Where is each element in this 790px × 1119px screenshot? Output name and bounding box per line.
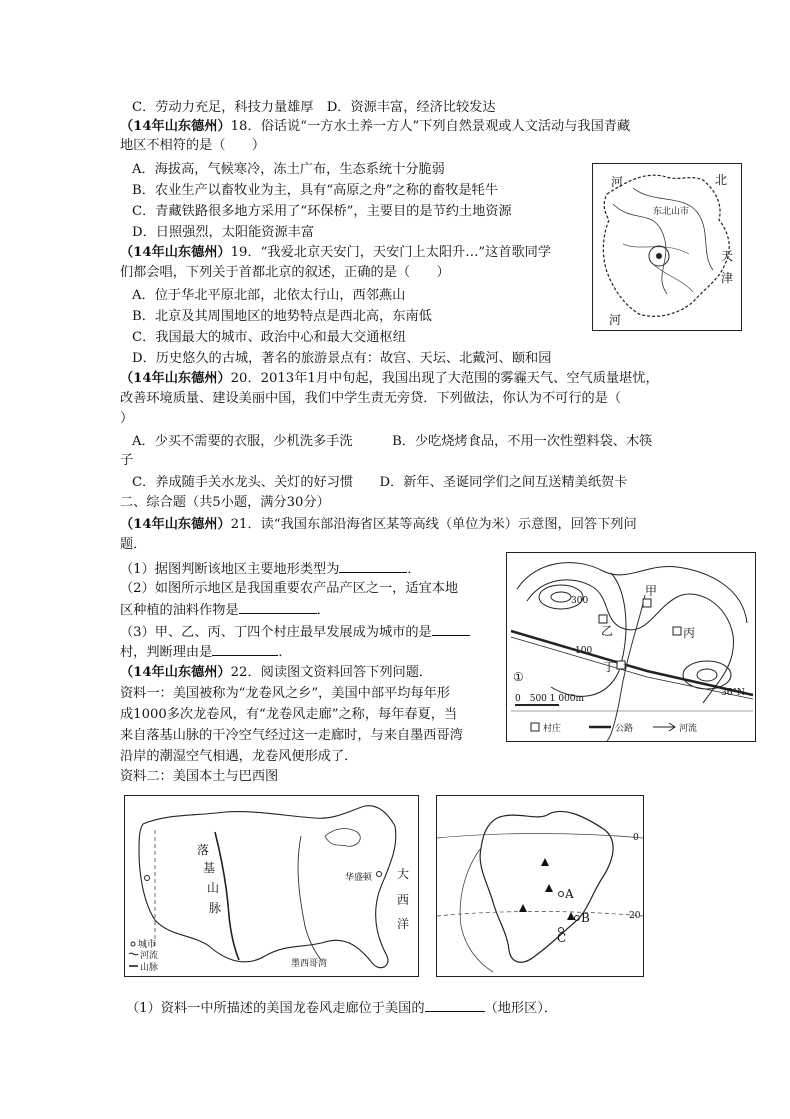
- contour-map-svg: [507, 553, 755, 741]
- q18-option-b: B．农业生产以畜牧业为主，具有“高原之舟”之称的畜牧是牦牛: [132, 183, 499, 198]
- q19-stem1: 19．“我爱北京天安门，天安门上太阳升…”这首歌同学: [230, 245, 552, 260]
- q22-sub1-text: （1）资料一中所描述的美国龙卷风走廊位于美国的: [126, 1001, 425, 1016]
- q21-sub3b: [120, 642, 292, 662]
- beijing-river: [613, 204, 667, 294]
- q21-sub1: [120, 559, 421, 579]
- brazil-map: [436, 795, 644, 977]
- rocky-label-1: 落: [197, 843, 210, 857]
- atlantic-label-3: 洋: [397, 917, 410, 931]
- atlantic-label-2: 西: [397, 893, 410, 907]
- q19-option-d: D．历史悠久的古城，著名的旅游景点有：故宫、天坛、北戴河、颐和园: [132, 351, 552, 366]
- q22-sub1-end: （地形区）．: [484, 1001, 558, 1016]
- contour-latitude-label: 36°N: [721, 688, 745, 698]
- q19-option-b: B．北京及其周围地区的地势特点是西北高，东南低: [132, 309, 432, 324]
- beijing-label-small: 东北山市: [653, 207, 690, 217]
- usa-map: [124, 795, 419, 977]
- q20-stem1: 20．2013年1月中旬起，我国出现了大范围的雾霾天气、空气质量堪忧，: [230, 371, 659, 386]
- beijing-boundary: [603, 175, 729, 316]
- beijing-label-tian: 天: [721, 249, 734, 263]
- point-b-label: B: [581, 911, 590, 925]
- legend-village-icon: [531, 723, 539, 731]
- q22-sub1: [126, 998, 557, 1018]
- tropic-line: [437, 912, 643, 917]
- beijing-label-bei: 北: [715, 173, 728, 187]
- q21-sub2b-end: ．: [316, 603, 330, 618]
- latitude-0-label: 0: [633, 833, 639, 843]
- contour-ridge: [551, 573, 626, 696]
- village-label-yi: 乙: [601, 624, 614, 638]
- village-label-ding: 丁: [603, 660, 616, 674]
- legend-city-icon: [131, 942, 135, 946]
- equator-line: [437, 834, 643, 839]
- latitude-20-label: 20: [629, 911, 641, 921]
- legend-river-icon: [653, 723, 675, 731]
- q21-sub1-end: ．: [407, 562, 421, 577]
- q19-stem-line1: [120, 244, 551, 262]
- rocky-label-3: 山: [207, 881, 220, 895]
- q21-stem2: 题．: [120, 537, 147, 552]
- beijing-map: [592, 163, 742, 331]
- rocky-mountains: [215, 832, 239, 960]
- usa-map-svg: [125, 796, 418, 976]
- q21-sub3a: [120, 622, 470, 642]
- q21-sub2b-text: 区种植的油料作物是: [120, 603, 239, 618]
- usa-outline: [139, 806, 396, 968]
- legend-village-label: 村庄: [543, 724, 562, 734]
- q22-source: （14年山东德州）: [120, 665, 231, 680]
- brazil-mountain-marker-1: [541, 858, 549, 866]
- legend-river-label-usa: 河流: [140, 951, 159, 961]
- q17-options-cd: C．劳动力充足，科技力量雄厚 D．资源丰富，经济比较发达: [132, 100, 496, 115]
- beijing-label-he: 河: [611, 175, 624, 189]
- village-marker-yi: [599, 615, 607, 623]
- great-lakes: [325, 829, 360, 847]
- washington-label: 华盛顿: [345, 873, 373, 883]
- rocky-label-2: 基: [203, 861, 216, 875]
- material1-line2: 成1000多次龙卷风，有“龙卷风走廊”之称，每年春夏，当: [120, 707, 458, 722]
- legend-city-label: 城市: [138, 940, 157, 950]
- beijing-center: [656, 253, 662, 259]
- q19-option-c: C．我国最大的城市、政治中心和最大交通枢纽: [132, 330, 406, 345]
- legend-river-label: 河流: [679, 724, 698, 734]
- material1-line4: 沿岸的潮湿空气相遇，龙卷风便形成了．: [120, 749, 358, 764]
- gulf-label: 墨西哥湾: [291, 959, 328, 969]
- rocky-label-4: 脉: [209, 901, 222, 915]
- q18-stem1: 18．俗话说“一方水土养一方人”下列自然景观或人文活动与我国青藏: [230, 119, 631, 134]
- q18-stem-line1: [120, 118, 630, 136]
- q19-option-a: A．位于华北平原北部，北依太行山，西邻燕山: [132, 288, 406, 303]
- village-marker-jia: [643, 599, 651, 607]
- section-two-heading: 二、综合题（共5小题，满分30分）: [120, 495, 330, 510]
- q21-sub3a-text: （3）甲、乙、丙、丁四个村庄最早发展成为城市的是: [120, 625, 432, 640]
- village-label-jia: 甲: [645, 584, 658, 598]
- brazil-mountain-marker-4: [519, 904, 527, 912]
- contour-peak-ring: [551, 592, 571, 602]
- village-marker-ding: [617, 661, 625, 669]
- q18-option-c: C．青藏铁路很多地方采用了“环保桥”，主要目的是节约土地资源: [132, 204, 512, 219]
- beijing-label-he2: 河: [609, 313, 622, 327]
- beijing-map-svg: [593, 164, 741, 330]
- q21-blank3[interactable]: [432, 622, 470, 636]
- beijing-label-jin: 津: [721, 271, 734, 285]
- material1-line3: 来自落基山脉的干冷空气经过这一走廊时，与来自墨西哥湾: [120, 728, 463, 743]
- q21-blank2[interactable]: [239, 600, 317, 614]
- q21-sub3b-text: 村，判断理由是: [120, 645, 213, 660]
- q22-stem-line: [120, 664, 432, 682]
- q21-sub3b-end: ．: [278, 645, 292, 660]
- point-a-label: A: [565, 887, 574, 901]
- legend-river-icon-usa: [129, 953, 138, 955]
- material2-line: 资料二：美国本土与巴西图: [120, 769, 279, 784]
- mississippi-river: [298, 836, 321, 960]
- q19-source: （14年山东德州）: [120, 245, 231, 260]
- brazil-mountain-marker-3: [567, 912, 575, 920]
- q20-options-ab: A．少买不需要的衣服，少机洗多手洗 B．少吃烧烤食品，不用一次性塑料袋、木筷: [132, 434, 653, 449]
- brazil-mountain-marker-2: [545, 884, 553, 892]
- washington-city-marker: [377, 872, 382, 877]
- west-city-marker: [145, 876, 150, 881]
- q20-source: （14年山东德州）: [120, 371, 231, 386]
- contour-label-100: 100: [575, 646, 593, 656]
- q20-stem-line1: [120, 370, 659, 388]
- contour-basin-inner: [697, 669, 717, 681]
- atlantic-label-1: 大: [397, 867, 410, 881]
- south-america-west: [460, 848, 493, 972]
- point-c-label: C: [557, 931, 567, 945]
- q21-stem-line1: [120, 516, 637, 534]
- contour-outer: [517, 563, 747, 623]
- q21-sub2b: [120, 600, 330, 620]
- contour-scale-label: 0 500 1 000m: [515, 694, 585, 704]
- beijing-roads: [623, 244, 693, 292]
- village-label-bing: 丙: [683, 626, 696, 640]
- q20-stem3: ）: [120, 411, 134, 426]
- beijing-mountain: [633, 188, 713, 270]
- q21-blank1[interactable]: [339, 559, 407, 573]
- q22-blank1[interactable]: [425, 998, 485, 1012]
- legend-mountain-label: 山脉: [140, 963, 159, 973]
- contour-region-mark: ①: [513, 670, 524, 684]
- q21-stem1: 21．读“我国东部沿海省区某等高线（单位为米）示意图，回答下列问: [230, 517, 637, 532]
- q21-source: （14年山东德州）: [120, 517, 231, 532]
- q20-stem2: 改善环境质量、建设美丽中国，我们中学生责无旁贷．下列做法，你认为不可行的是（: [120, 391, 622, 406]
- q18-stem2: 地区不相符的是（ ）: [120, 138, 266, 153]
- q19-stem2: 们都会唱，下列关于首都北京的叙述，正确的是（ ）: [120, 265, 450, 280]
- material1-line1: 资料一：美国被称为“龙卷风之乡”，美国中部平均每年形: [120, 686, 450, 701]
- point-a-marker: [559, 892, 564, 897]
- brazil-map-svg: [437, 796, 643, 976]
- contour-map: [506, 552, 756, 742]
- q21-blank4[interactable]: [212, 642, 278, 656]
- contour-road-edge: [511, 637, 753, 699]
- q18-option-d: D．日照强烈，太阳能资源丰富: [132, 225, 315, 240]
- q20-options-cd: C．养成随手关水龙头、关灯的好习惯 D．新年、圣诞同学们之间互送精美纸贺卡: [132, 475, 628, 490]
- q18-source: （14年山东德州）: [120, 119, 231, 134]
- q18-option-a: A．海拔高，气候寒冷，冻土广布，生态系统十分脆弱: [132, 162, 445, 177]
- q21-sub2a: （2）如图所示地区是我国重要农产品产区之一，适宜本地: [120, 581, 459, 596]
- q22-stem: 22．阅读图文资料回答下列问题．: [230, 665, 433, 680]
- legend-road-label: 公路: [615, 724, 634, 734]
- village-marker-bing: [673, 627, 681, 635]
- q21-sub1-text: （1）据图判断该地区主要地形类型为: [120, 562, 340, 577]
- contour-label-300: 300: [571, 596, 589, 606]
- q20-options-ab-wrap: 子: [120, 453, 134, 468]
